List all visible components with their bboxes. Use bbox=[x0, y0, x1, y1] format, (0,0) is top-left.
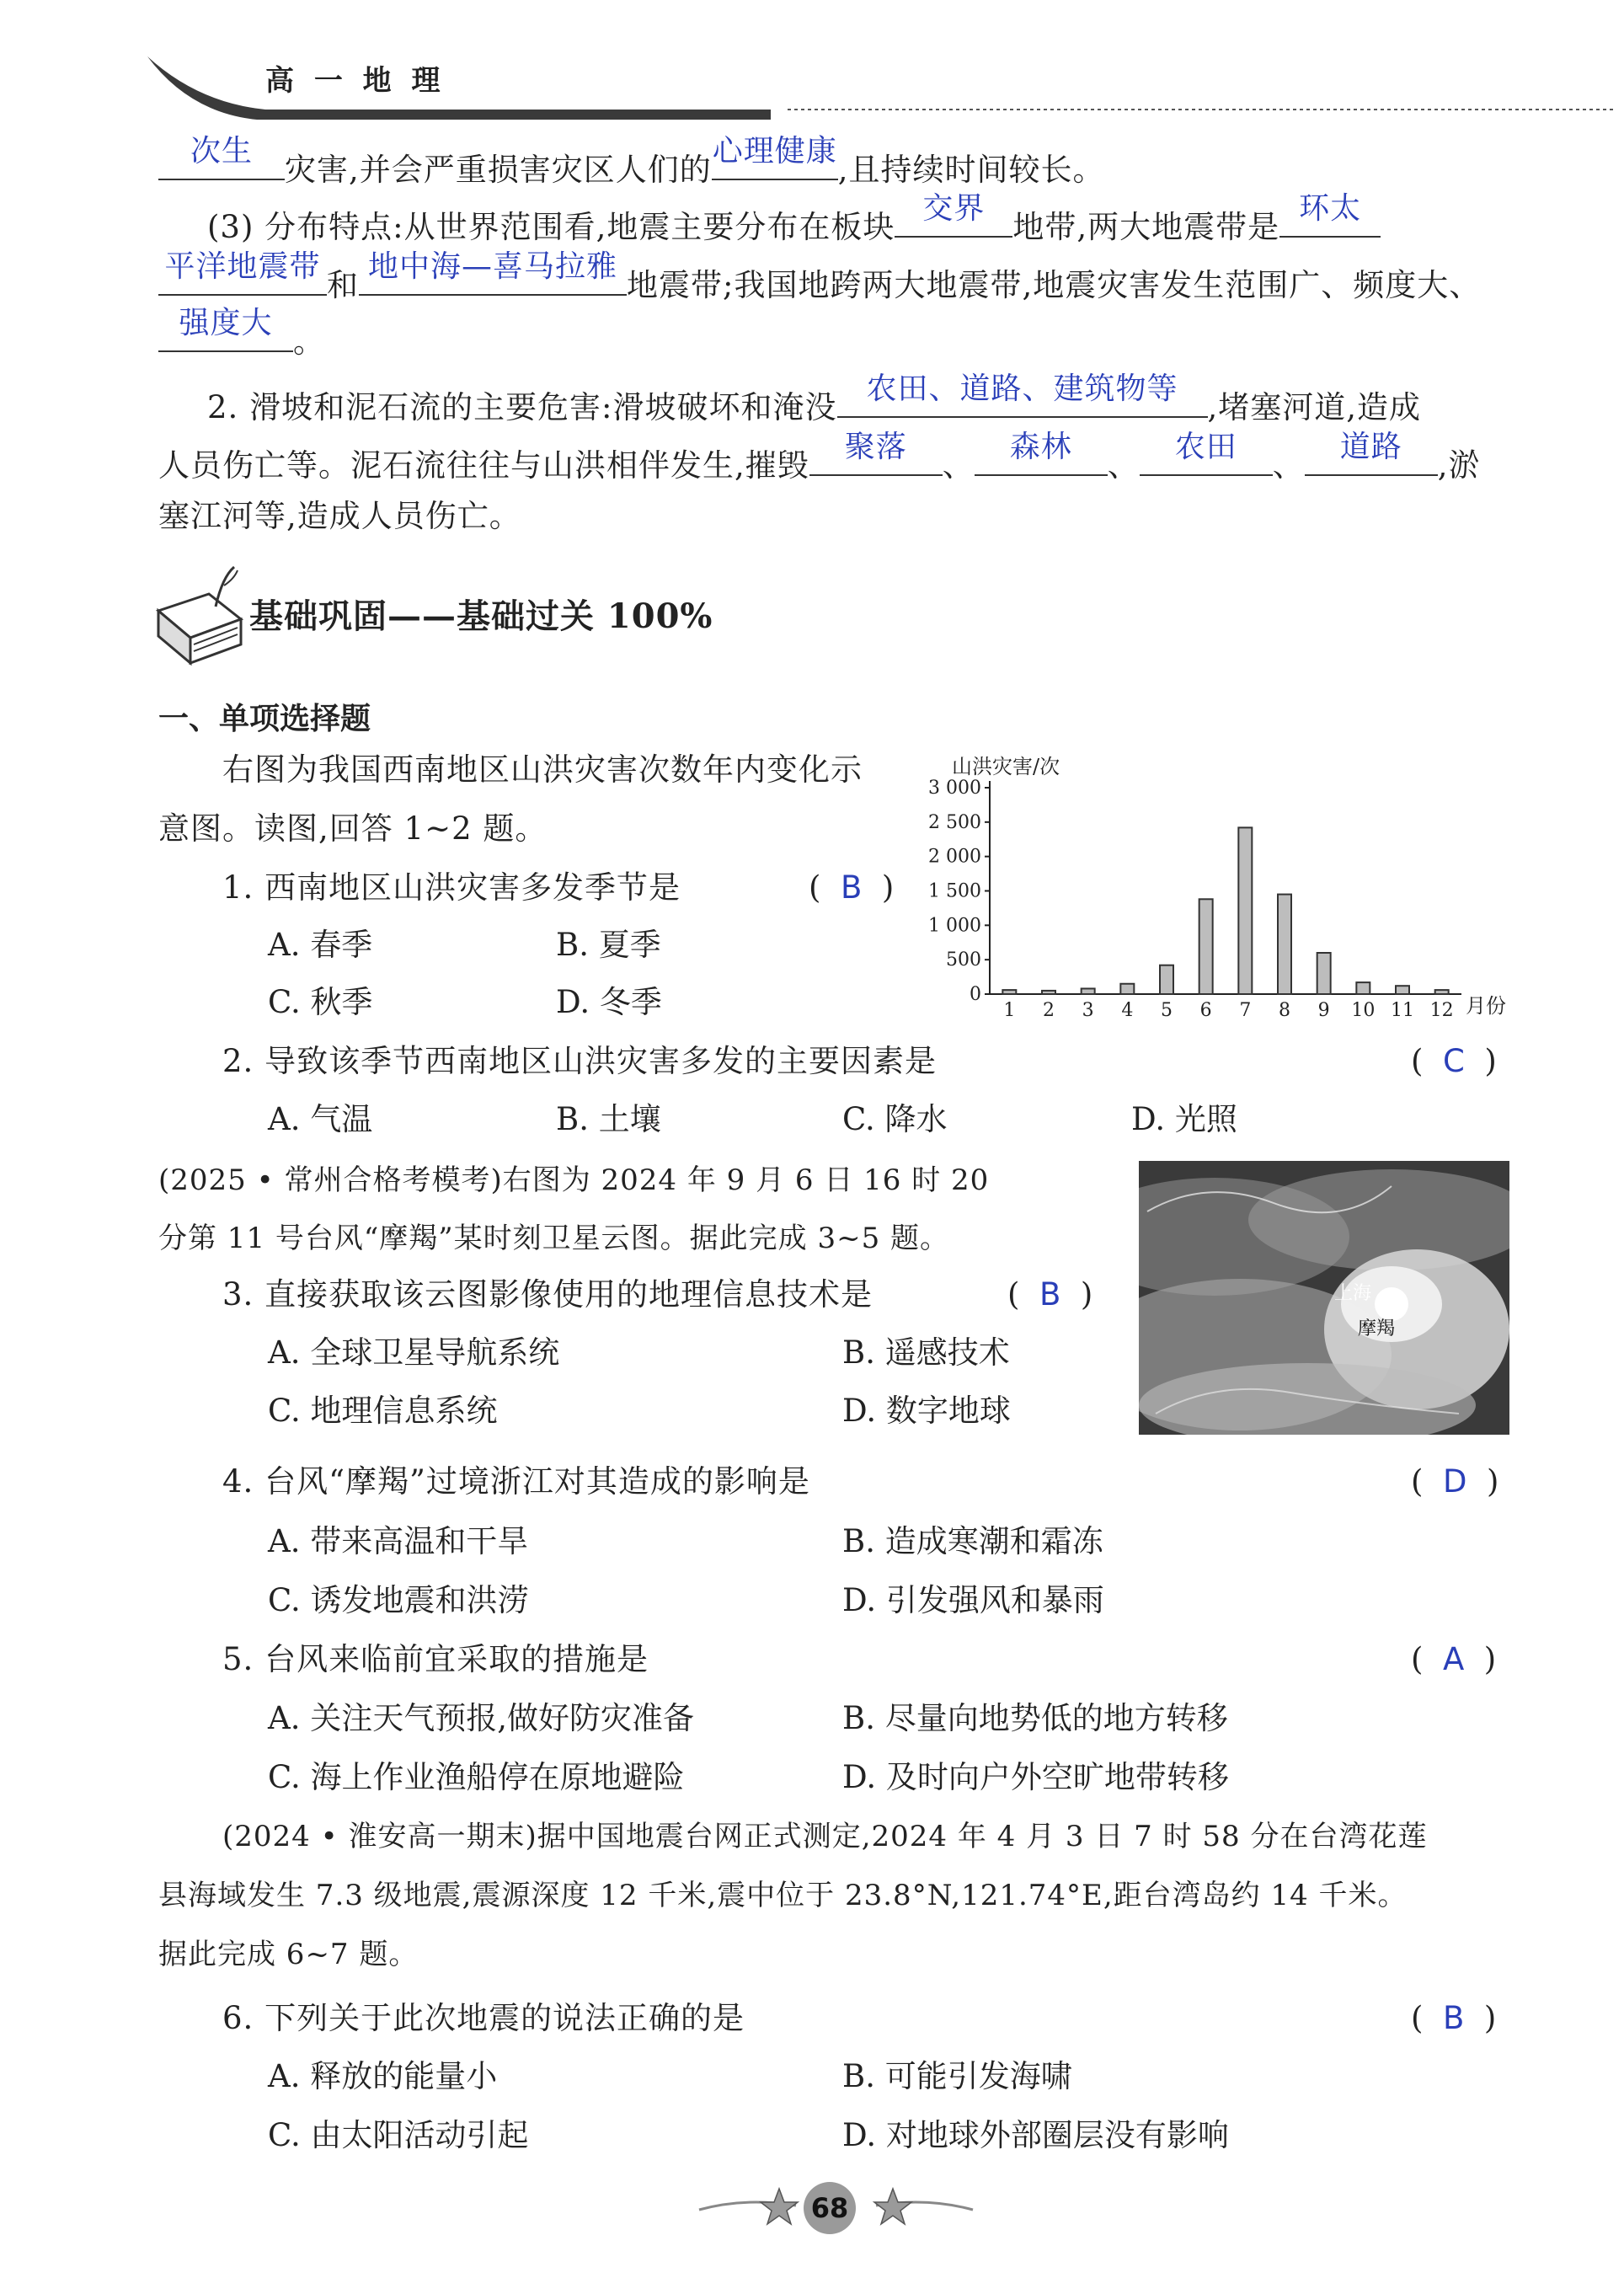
chart-y-tick-label: 1 000 bbox=[928, 915, 981, 937]
chart-bar bbox=[1317, 953, 1331, 994]
blank-9[interactable]: 森林 bbox=[975, 437, 1108, 476]
q6-option-d[interactable]: D. 对地球外部圈层没有影响 bbox=[842, 2117, 1229, 2153]
chart-x-label: 月份 bbox=[1466, 994, 1506, 1018]
q4-answer-box[interactable]: ( D ) bbox=[1411, 1463, 1499, 1500]
q5-option-c[interactable]: C. 海上作业渔船停在原地避险 bbox=[268, 1759, 685, 1795]
satellite-cloud-image bbox=[1139, 1161, 1509, 1435]
q4-option-c[interactable]: C. 诱发地震和洪涝 bbox=[268, 1582, 529, 1618]
intro-3-line-1: (2024 • 淮安高一期末)据中国地震台网正式测定,2024 年 4 月 3 日 7 时 58 分在台湾花莲 bbox=[222, 1820, 1428, 1853]
chart-bar bbox=[1042, 991, 1055, 994]
chart-x-tick-label: 10 bbox=[1351, 1000, 1376, 1021]
chart-y-tick-label: 3 000 bbox=[928, 778, 981, 799]
flood-chart-svg bbox=[910, 750, 1516, 1036]
page-number bbox=[804, 2182, 856, 2234]
fill-line-4: 强度大 。 bbox=[158, 313, 325, 362]
blank-4b[interactable]: 平洋地震带 bbox=[158, 257, 327, 296]
blank-5[interactable]: 地中海—喜马拉雅 bbox=[359, 257, 627, 296]
satellite-cloud-svg bbox=[1139, 1161, 1509, 1435]
chart-y-label: 山洪灾害/次 bbox=[952, 755, 1060, 778]
blank-2[interactable]: 心理健康 bbox=[712, 142, 838, 180]
blank-8[interactable]: 聚落 bbox=[809, 437, 943, 476]
blank-11[interactable]: 道路 bbox=[1305, 437, 1438, 476]
q5-stem: 5. 台风来临前宜采取的措施是 bbox=[222, 1641, 649, 1677]
q5-answer-box[interactable]: ( A ) bbox=[1411, 1641, 1497, 1677]
chart-bar bbox=[1238, 827, 1252, 994]
q6-option-b[interactable]: B. 可能引发海啸 bbox=[842, 2058, 1072, 2094]
chart-x-tick-label: 9 bbox=[1317, 1000, 1330, 1021]
q5-option-a[interactable]: A. 关注天气预报,做好防灾准备 bbox=[268, 1700, 695, 1736]
q2-answer-box[interactable]: ( C ) bbox=[1411, 1043, 1497, 1079]
footer-star-right-icon bbox=[868, 2180, 977, 2243]
blank-4a[interactable]: 环太 bbox=[1279, 199, 1381, 238]
fill-line-6: 人员伤亡等。泥石流往往与山洪相伴发生,摧毁 聚落 、 森林 、 农田 、 道路 ,淤 bbox=[158, 430, 1481, 484]
chart-x-tick-label: 3 bbox=[1082, 1000, 1094, 1021]
q4-option-b[interactable]: B. 造成寒潮和霜冻 bbox=[842, 1523, 1103, 1559]
chart-x-tick-label: 11 bbox=[1391, 1000, 1414, 1021]
q5-option-b[interactable]: B. 尽量向地势低的地方转移 bbox=[842, 1700, 1228, 1736]
q6-answer-box[interactable]: ( B ) bbox=[1411, 2000, 1497, 2036]
chart-x-tick-label: 8 bbox=[1279, 1000, 1290, 1021]
chart-bar bbox=[1120, 984, 1134, 994]
q3-option-d[interactable]: D. 数字地球 bbox=[842, 1393, 1011, 1429]
chart-x-tick-label: 7 bbox=[1239, 1000, 1252, 1021]
q3-option-a[interactable]: A. 全球卫星导航系统 bbox=[268, 1334, 560, 1371]
chart-bar bbox=[1082, 988, 1095, 994]
chart-bar bbox=[1356, 982, 1370, 994]
q1-stem: 1. 西南地区山洪灾害多发季节是 bbox=[222, 869, 681, 906]
footer-star-left-icon bbox=[695, 2180, 804, 2243]
q3-answer-box[interactable]: ( B ) bbox=[1007, 1276, 1093, 1313]
chart-x-tick-label: 2 bbox=[1043, 1000, 1055, 1021]
chart-x-tick-label: 12 bbox=[1429, 1000, 1454, 1021]
q1-option-c[interactable]: C. 秋季 bbox=[268, 984, 373, 1020]
blank-6[interactable]: 强度大 bbox=[158, 313, 293, 352]
fill-line-1: 次生 灾害,并会严重损害灾区人们的 心理健康 ,且持续时间较长。 bbox=[158, 142, 1105, 190]
intro-1-line-1: 右图为我国西南地区山洪灾害次数年内变化示 bbox=[222, 751, 863, 788]
q1-option-a[interactable]: A. 春季 bbox=[268, 927, 373, 963]
intro-1-line-2: 意图。读图,回答 1~2 题。 bbox=[158, 810, 548, 847]
chart-y-tick-label: 1 500 bbox=[928, 880, 981, 902]
chart-bar bbox=[1199, 899, 1213, 994]
chart-x-tick-label: 5 bbox=[1161, 1000, 1173, 1021]
q4-option-d[interactable]: D. 引发强风和暴雨 bbox=[842, 1582, 1104, 1618]
page-number-text: 68 bbox=[810, 2192, 849, 2224]
chart-y-tick-label: 0 bbox=[970, 984, 981, 1005]
intro-3-line-2: 县海域发生 7.3 级地震,震源深度 12 千米,震中位于 23.8°N,121.74°E,距台湾岛约 14 千米。 bbox=[158, 1879, 1408, 1912]
q2-answer: C bbox=[1442, 1043, 1465, 1079]
q5-option-d[interactable]: D. 及时向户外空旷地带转移 bbox=[842, 1759, 1229, 1795]
q1-answer-box[interactable]: ( B ) bbox=[809, 869, 895, 906]
q2-option-a[interactable]: A. 气温 bbox=[268, 1101, 373, 1137]
chart-y-tick-label: 2 000 bbox=[928, 846, 981, 868]
satellite-label-shanghai: 上海 bbox=[1334, 1283, 1372, 1304]
intro-2-line-2: 分第 11 号台风“摩羯”某时刻卫星云图。据此完成 3~5 题。 bbox=[158, 1222, 950, 1255]
blank-10[interactable]: 农田 bbox=[1140, 437, 1273, 476]
header-bar bbox=[147, 52, 1613, 120]
intro-2-line-1: (2025 • 常州合格考模考)右图为 2024 年 9 月 6 日 16 时 20 bbox=[158, 1163, 990, 1197]
blank-1[interactable]: 次生 bbox=[158, 142, 285, 180]
q1-answer: B bbox=[840, 869, 863, 906]
blank-3[interactable]: 交界 bbox=[895, 199, 1012, 238]
intro-3-line-3: 据此完成 6~7 题。 bbox=[158, 1938, 419, 1971]
fill-line-5: 2. 滑坡和泥石流的主要危害:滑坡破坏和淹没 农田、道路、建筑物等 ,堵塞河道,造成 bbox=[207, 372, 1422, 425]
q2-stem: 2. 导致该季节西南地区山洪灾害多发的主要因素是 bbox=[222, 1043, 938, 1079]
flood-chart bbox=[910, 750, 1516, 1036]
q6-stem: 6. 下列关于此次地震的说法正确的是 bbox=[222, 2000, 745, 2036]
chart-bar bbox=[1435, 990, 1449, 994]
q1-option-d[interactable]: D. 冬季 bbox=[556, 984, 662, 1020]
section-subtitle: 一、单项选择题 bbox=[158, 702, 371, 736]
q6-option-a[interactable]: A. 释放的能量小 bbox=[268, 2058, 498, 2094]
chart-y-tick-label: 500 bbox=[946, 949, 981, 971]
blank-7[interactable]: 农田、道路、建筑物等 bbox=[837, 379, 1208, 418]
q2-option-c[interactable]: C. 降水 bbox=[842, 1101, 948, 1137]
header-title: 高 一 地 理 bbox=[265, 64, 446, 98]
q3-stem: 3. 直接获取该云图影像使用的地理信息技术是 bbox=[222, 1276, 873, 1313]
chart-bar bbox=[1278, 895, 1291, 994]
q6-option-c[interactable]: C. 由太阳活动引起 bbox=[268, 2117, 529, 2153]
q1-option-b[interactable]: B. 夏季 bbox=[556, 927, 661, 963]
fill-line-3: 平洋地震带 和 地中海—喜马拉雅 地震带;我国地跨两大地震带,地震灾害发生范围广、频度大、 bbox=[158, 257, 1481, 306]
fill-line-7: 塞江河等,造成人员伤亡。 bbox=[158, 498, 521, 534]
satellite-label-typhoon: 摩羯 bbox=[1358, 1318, 1396, 1340]
q3-answer: B bbox=[1039, 1276, 1061, 1313]
chart-bar bbox=[1002, 990, 1016, 994]
q2-option-d[interactable]: D. 光照 bbox=[1131, 1101, 1237, 1137]
chart-x-tick-label: 4 bbox=[1121, 1000, 1134, 1021]
q2-option-b[interactable]: B. 土壤 bbox=[556, 1101, 661, 1137]
chart-x-tick-label: 6 bbox=[1199, 1000, 1212, 1021]
book-icon bbox=[150, 560, 247, 673]
q6-answer: B bbox=[1442, 2000, 1465, 2036]
chart-x-tick-label: 1 bbox=[1003, 1000, 1016, 1021]
q4-stem: 4. 台风“摩羯”过境浙江对其造成的影响是 bbox=[222, 1463, 810, 1500]
q3-option-b[interactable]: B. 遥感技术 bbox=[842, 1334, 1010, 1371]
chart-bar bbox=[1160, 965, 1173, 994]
section-title: 基础巩固——基础过关 100% bbox=[249, 596, 713, 636]
fill-line-2: (3) 分布特点:从世界范围看,地震主要分布在板块 交界 地带,两大地震带是 环太 bbox=[207, 199, 1381, 248]
q4-option-a[interactable]: A. 带来高温和干旱 bbox=[268, 1523, 529, 1559]
chart-bar bbox=[1396, 986, 1409, 994]
q4-answer: D bbox=[1442, 1463, 1467, 1500]
q3-option-c[interactable]: C. 地理信息系统 bbox=[268, 1393, 498, 1429]
q5-answer: A bbox=[1442, 1641, 1465, 1677]
chart-y-tick-label: 2 500 bbox=[928, 811, 981, 833]
